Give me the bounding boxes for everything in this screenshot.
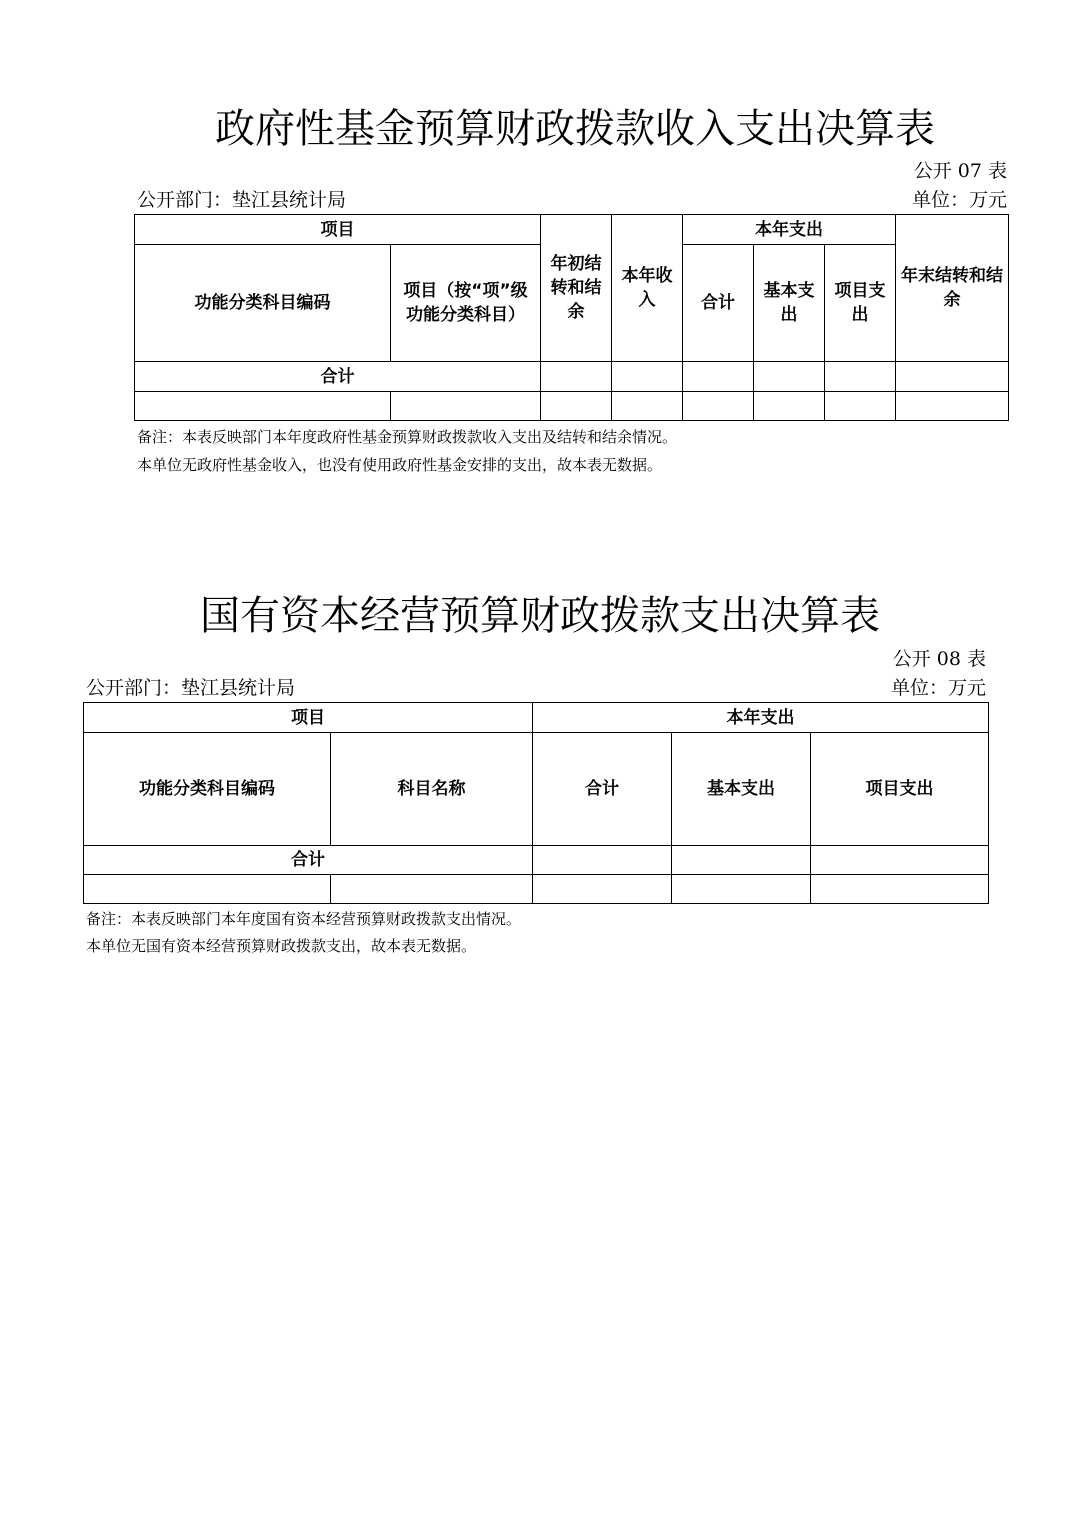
table08-header-code: 功能分类科目编码: [84, 733, 331, 846]
table07-header-total: 合计: [683, 245, 754, 362]
table08-header-project-expense: 项目支出: [811, 733, 989, 846]
table07-header-opening-balance: 年初结转和结余: [541, 215, 612, 362]
table-cell: [896, 392, 1009, 421]
table08-header-basic-expense: 基本支出: [672, 733, 811, 846]
table07-header-item: 项目: [135, 215, 541, 245]
table07-empty-row: [135, 392, 1009, 421]
table-cell: [683, 392, 754, 421]
table08-department: 公开部门：垫江县统计局: [86, 677, 296, 699]
table07-header-row-1: [135, 215, 1009, 245]
table07-note-1: 备注：本表反映部门本年度政府性基金预算财政拨款收入支出及结转和结余情况。: [137, 428, 678, 446]
table-cell: [135, 392, 391, 421]
table07-total-row: [135, 362, 1009, 392]
table08-header-total: 合计: [533, 733, 672, 846]
table07-header-project-expense: 项目支出: [825, 245, 896, 362]
table07-grid: [134, 214, 1009, 421]
table-cell: [672, 875, 811, 904]
table07-header-current-income: 本年收入: [612, 215, 683, 362]
table-cell: [391, 392, 541, 421]
table07-title: 政府性基金预算财政拨款收入支出决算表: [215, 106, 935, 152]
table08-grid: [83, 702, 989, 904]
table08-note-2: 本单位无国有资本经营预算财政拨款支出，故本表无数据。: [86, 937, 477, 955]
table-cell: [754, 392, 825, 421]
table08-header-current-expense: 本年支出: [533, 703, 989, 733]
table07-header-item-name: 项目（按“项”级功能分类科目）: [391, 245, 541, 362]
table08-title: 国有资本经营预算财政拨款支出决算表: [200, 593, 880, 639]
table-cell: [541, 392, 612, 421]
table07-header-current-expense: 本年支出: [683, 215, 896, 245]
table07-note-2: 本单位无政府性基金收入，也没有使用政府性基金安排的支出，故本表无数据。: [137, 456, 663, 474]
table08-total-row: [84, 846, 989, 875]
table-cell: [612, 392, 683, 421]
table-cell: [896, 362, 1009, 392]
table08-header-row-1: [84, 703, 989, 733]
table07-unit: 单位：万元: [911, 189, 1007, 211]
table07-header-code: 功能分类科目编码: [135, 245, 391, 362]
table-cell: [825, 392, 896, 421]
table07-header-closing-balance: 年末结转和结余: [896, 215, 1009, 362]
table-cell: [612, 362, 683, 392]
table-cell: [84, 875, 331, 904]
table-cell: [533, 846, 672, 875]
table-cell: [683, 362, 754, 392]
table-cell: [825, 362, 896, 392]
table08-header-item: 项目: [84, 703, 533, 733]
table-cell: [331, 875, 533, 904]
table07-header-basic-expense: 基本支出: [754, 245, 825, 362]
table-cell: [754, 362, 825, 392]
table07-department: 公开部门：垫江县统计局: [137, 189, 347, 211]
table-cell: [672, 846, 811, 875]
table-cell: [541, 362, 612, 392]
table-cell: [533, 875, 672, 904]
table08-header-row-2: [84, 733, 989, 846]
table08-total-label: 合计: [84, 846, 533, 875]
table08-number: 公开 08 表: [892, 648, 986, 670]
table08-empty-row: [84, 875, 989, 904]
table-cell: [811, 846, 989, 875]
table08-note-1: 备注：本表反映部门本年度国有资本经营预算财政拨款支出情况。: [86, 910, 522, 928]
table07-number: 公开 07 表: [913, 160, 1007, 182]
table08-header-subject-name: 科目名称: [331, 733, 533, 846]
table08-unit: 单位：万元: [890, 677, 986, 699]
table-cell: [811, 875, 989, 904]
table07-total-label: 合计: [135, 362, 541, 392]
